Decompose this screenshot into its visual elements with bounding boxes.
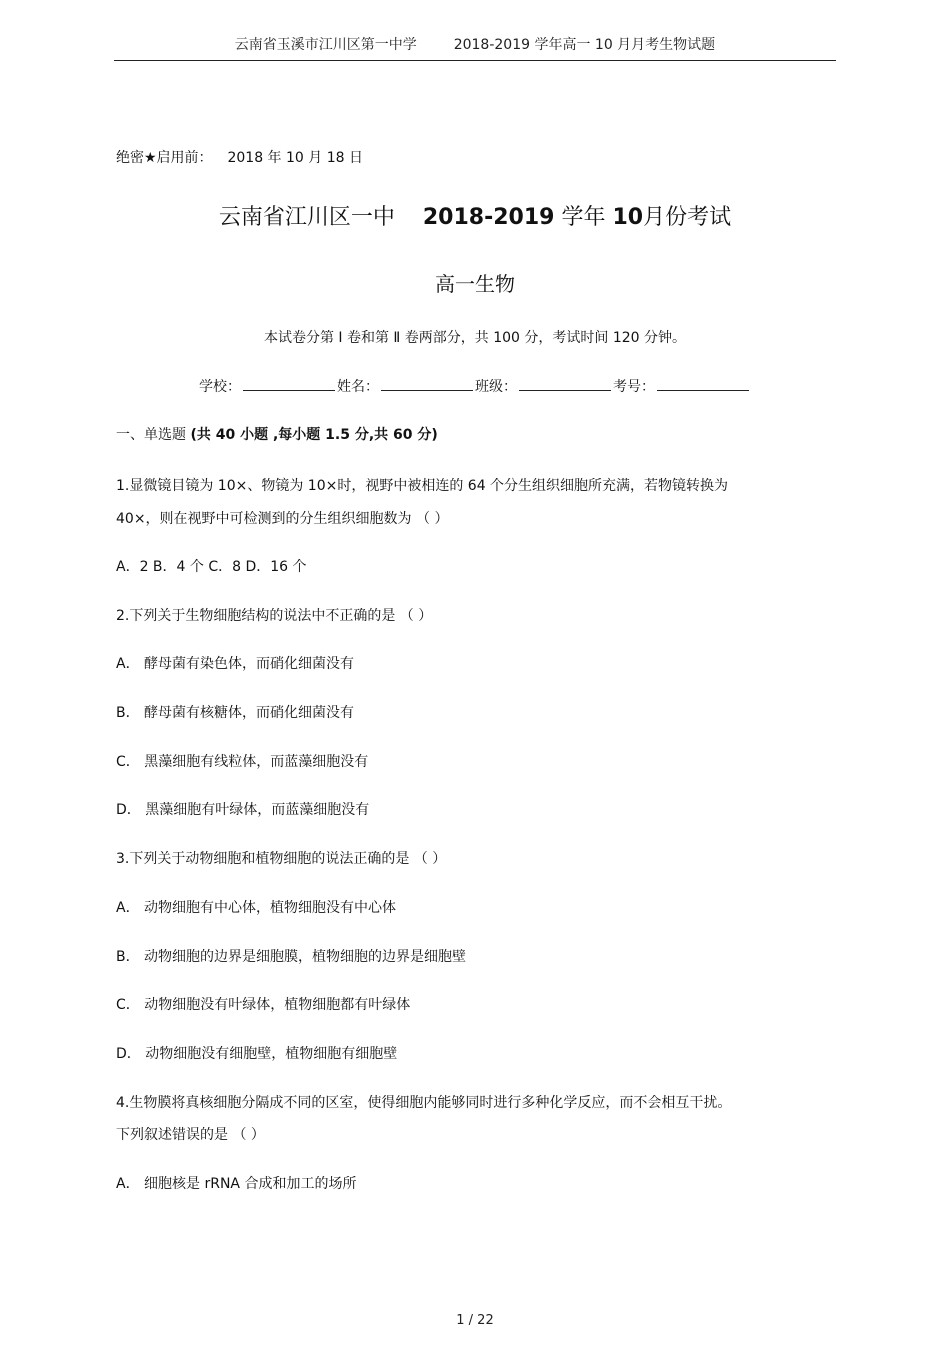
title-school: 云南省江川区一中 (218, 205, 395, 230)
page-header (0, 34, 950, 54)
school-blank[interactable] (243, 378, 335, 391)
q3-option-d: D． 动物细胞没有细胞壁，植物细胞有细胞壁 (116, 1046, 398, 1062)
number-blank[interactable] (657, 378, 749, 391)
school-label: 学校： (199, 379, 241, 395)
name-blank[interactable] (381, 378, 473, 391)
q2-stem: 2.下列关于生物细胞结构的说法中不正确的是 （ ） (116, 608, 433, 624)
q4-stem-line1: 4.生物膜将真核细胞分隔成不同的区室，使得细胞内能够同时进行多种化学反应，而不会相互干扰。 (116, 1095, 732, 1111)
header-rule (114, 60, 836, 61)
title-xuenian: 学年 (561, 205, 606, 230)
exam-date: 2018 年 10 月 18 日 (227, 150, 363, 166)
page-number: 1 / 22 (456, 1313, 494, 1328)
section-detail: (共 40 小题 ,每小题 1.5 分,共 60 分) (190, 427, 438, 443)
q4-option-a: A． 细胞核是 rRNA 合成和加工的场所 (116, 1176, 357, 1192)
title-year: 2018-2019 (422, 205, 555, 230)
title-exam: 月份考试 (643, 205, 732, 230)
q1-options: A．2 B．4 个 C．8 D．16 个 (116, 559, 307, 575)
class-blank[interactable] (519, 378, 611, 391)
q3-option-a: A． 动物细胞有中心体，植物细胞没有中心体 (116, 900, 397, 916)
exam-subtitle: 高一生物 (435, 272, 515, 296)
section-heading (116, 424, 438, 444)
name-label: 姓名： (337, 379, 379, 395)
section-prefix: 一、单选题 (116, 427, 186, 443)
q3-option-c: C． 动物细胞没有叶绿体，植物细胞都有叶绿体 (116, 997, 411, 1013)
q3-stem: 3.下列关于动物细胞和植物细胞的说法正确的是 （ ） (116, 851, 447, 867)
q2-option-d: D． 黑藻细胞有叶绿体，而蓝藻细胞没有 (116, 802, 370, 818)
exam-title (0, 200, 950, 231)
q1-stem-line2: 40×，则在视野中可检测到的分生组织细胞数为 （ ） (116, 511, 449, 527)
confidential-line (116, 147, 363, 167)
q2-option-a: A． 酵母菌有染色体，而硝化细菌没有 (116, 656, 355, 672)
exam-info: 本试卷分第 Ⅰ 卷和第 Ⅱ 卷两部分，共 100 分，考试时间 120 分钟。 (263, 330, 687, 346)
q2-option-c: C． 黑藻细胞有线粒体，而蓝藻细胞没有 (116, 754, 369, 770)
header-school: 云南省玉溪市江川区第一中学 (234, 37, 417, 53)
q2-option-b: B． 酵母菌有核糖体，而硝化细菌没有 (116, 705, 355, 721)
header-title: 2018-2019 学年高一 10 月月考生物试题 (453, 37, 716, 53)
confidential-label: 绝密★启用前： (116, 150, 213, 166)
q3-option-b: B． 动物细胞的边界是细胞膜，植物细胞的边界是细胞壁 (116, 949, 467, 965)
class-label: 班级： (475, 379, 517, 395)
number-label: 考号： (613, 379, 655, 395)
q1-stem-line1: 1.显微镜目镜为 10×、物镜为 10×时，视野中被相连的 64 个分生组织细胞所充满，若物镜转换为 (116, 478, 729, 494)
title-month: 10 (612, 205, 644, 230)
student-fields (0, 376, 950, 396)
q4-stem-line2: 下列叙述错误的是 （ ） (116, 1127, 265, 1143)
